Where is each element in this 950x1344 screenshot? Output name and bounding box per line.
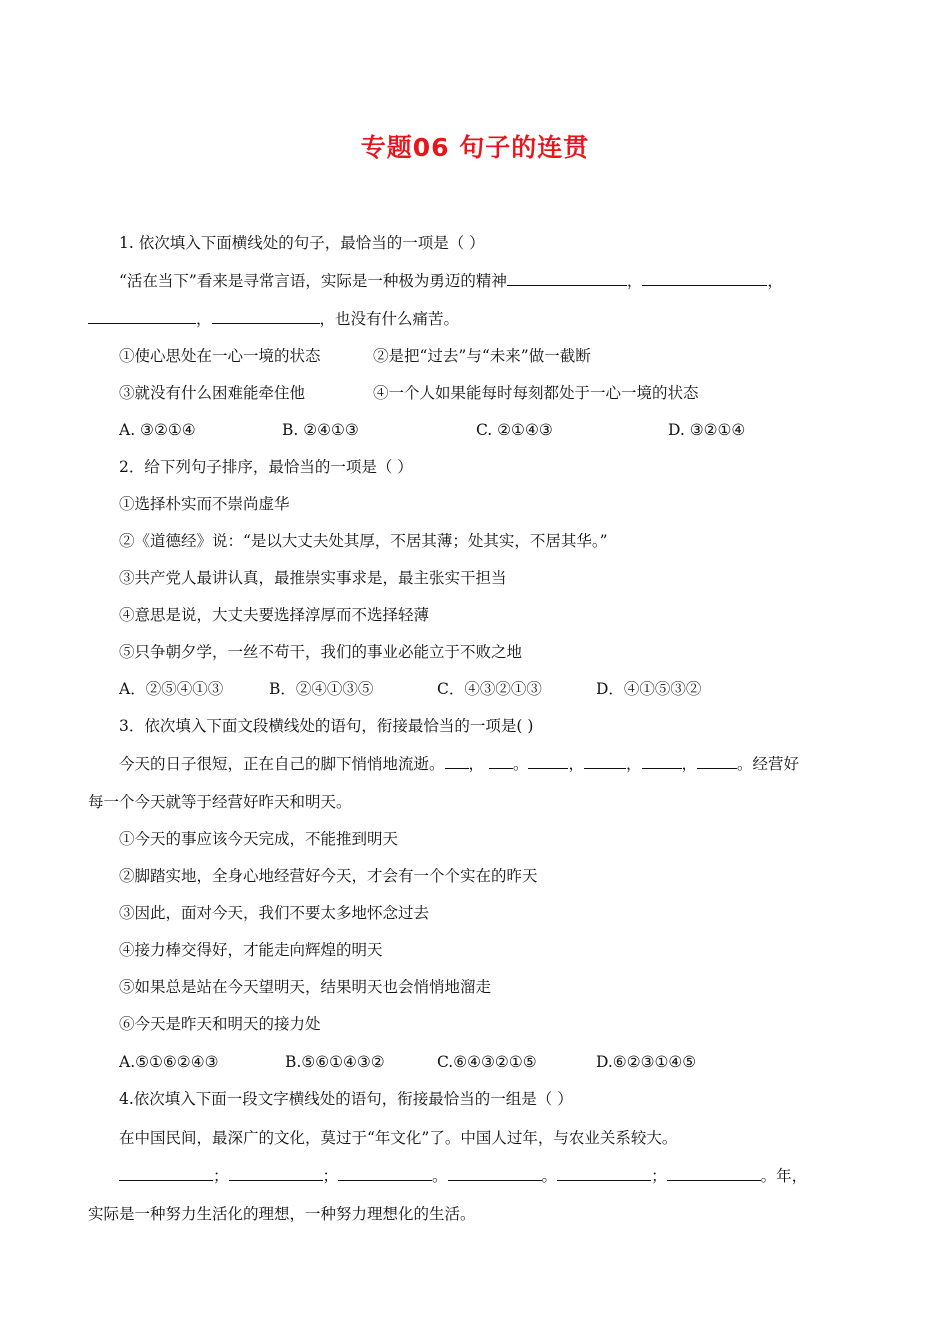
q3-option-a: A.⑤①⑥②④③ <box>119 1053 219 1071</box>
q2-option-a: A．②⑤④①③ <box>119 680 224 698</box>
q3-passage-line-1: 今天的日子很短，正在自己的脚下悄悄地流逝。 ， 。 ， ， ， 。经营好 <box>119 755 800 773</box>
q4-passage-line-3: 实际是一种努力生活化的理想，一种努力理想化的生活。 <box>88 1205 476 1223</box>
q4-stem: 4.依次填入下面一段文字横线处的语句，衔接最恰当的一组是（ ） <box>119 1090 573 1108</box>
q3-item-6: ⑥今天是昨天和明天的接力处 <box>119 1015 321 1033</box>
q2-item-1: ①选择朴实而不崇尚虚华 <box>119 495 290 513</box>
answer-blank <box>642 754 682 769</box>
q1-option-c: C. ②①④③ <box>476 421 553 439</box>
answer-blank <box>445 754 469 769</box>
q2-item-3: ③共产党人最讲认真，最推崇实事求是，最主张实干担当 <box>119 569 507 587</box>
q2-item-2: ②《道德经》说：“是以大丈夫处其厚，不居其薄；处其实，不居其华。” <box>119 532 608 550</box>
q2-option-b: B．②④①③⑤ <box>269 680 374 698</box>
answer-blank <box>338 1166 432 1181</box>
q2-stem: 2．给下列句子排序，最恰当的一项是（ ） <box>119 458 413 476</box>
q1-item-4: ④一个人如果能每时每刻都处于一心一境的状态 <box>373 384 699 402</box>
q3-item-1: ①今天的事应该今天完成，不能推到明天 <box>119 830 399 848</box>
q3-item-5: ⑤如果总是站在今天望明天，结果明天也会悄悄地溜走 <box>119 978 492 996</box>
page-title: 专题06 句子的连贯 <box>360 133 590 162</box>
answer-blank <box>642 271 767 286</box>
answer-blank <box>119 1166 213 1181</box>
q1-option-d: D. ③②①④ <box>668 421 746 439</box>
q4-passage-line-2: ； ； 。 。 ； 。年， <box>119 1166 807 1186</box>
answer-blank <box>557 1166 651 1181</box>
q2-item-5: ⑤只争朝夕学，一丝不苟干，我们的事业必能立于不败之地 <box>119 643 523 661</box>
q3-option-c: C.⑥④③②①⑤ <box>437 1053 537 1071</box>
answer-blank <box>584 754 626 769</box>
q4-passage-line-1: 在中国民间，最深广的文化，莫过于“年文化”了。中国人过年，与农业关系较大。 <box>119 1129 678 1147</box>
q3-passage-line-2: 每一个今天就等于经营好昨天和明天。 <box>88 793 352 811</box>
q1-passage-line-1: “活在当下”看来是寻常言语，实际是一种极为勇迈的精神 ， ， <box>119 272 783 290</box>
q1-stem: 1. 依次填入下面横线处的句子，最恰当的一项是（ ） <box>119 234 485 252</box>
q2-option-d: D．④①⑤③② <box>596 680 702 698</box>
q4-passage-end: 。年， <box>760 1167 808 1185</box>
q3-item-3: ③因此，面对今天，我们不要太多地怀念过去 <box>119 904 430 922</box>
q2-item-4: ④意思是说，大丈夫要选择淳厚而不选择轻薄 <box>119 606 430 624</box>
answer-blank <box>667 1166 761 1181</box>
answer-blank <box>507 271 627 286</box>
answer-blank <box>229 1166 323 1181</box>
q3-passage-end: 。经营好 <box>737 755 800 773</box>
q1-option-a: A. ③②①④ <box>119 421 196 439</box>
q1-passage-line-2: ， ，也没有什么痛苦。 <box>88 309 459 329</box>
q1-item-1: ①使心思处在一心一境的状态 <box>119 347 321 365</box>
answer-blank <box>528 754 568 769</box>
answer-blank <box>489 754 513 769</box>
answer-blank <box>697 754 737 769</box>
answer-blank <box>212 309 320 324</box>
answer-blank <box>448 1166 542 1181</box>
q3-item-4: ④接力棒交得好，才能走向辉煌的明天 <box>119 941 383 959</box>
q3-item-2: ②脚踏实地，全身心地经营好今天，才会有一个个实在的昨天 <box>119 867 538 885</box>
q1-option-b: B. ②④①③ <box>282 421 359 439</box>
q1-item-3: ③就没有什么困难能牵住他 <box>119 384 306 402</box>
q3-option-d: D.⑥②③①④⑤ <box>596 1053 697 1071</box>
answer-blank <box>88 309 196 324</box>
q1-item-2: ②是把“过去”与“未来”做一截断 <box>373 347 591 365</box>
q3-passage-text: 今天的日子很短，正在自己的脚下悄悄地流逝。 <box>119 755 445 773</box>
q3-stem: 3．依次填入下面文段横线处的语句，衔接最恰当的一项是( ) <box>119 717 534 735</box>
q2-option-c: C．④③②①③ <box>437 680 542 698</box>
q3-option-b: B.⑤⑥①④③② <box>285 1053 385 1071</box>
q1-passage-text: “活在当下”看来是寻常言语，实际是一种极为勇迈的精神 <box>119 272 507 290</box>
q1-passage-tail: ，也没有什么痛苦。 <box>319 310 460 328</box>
